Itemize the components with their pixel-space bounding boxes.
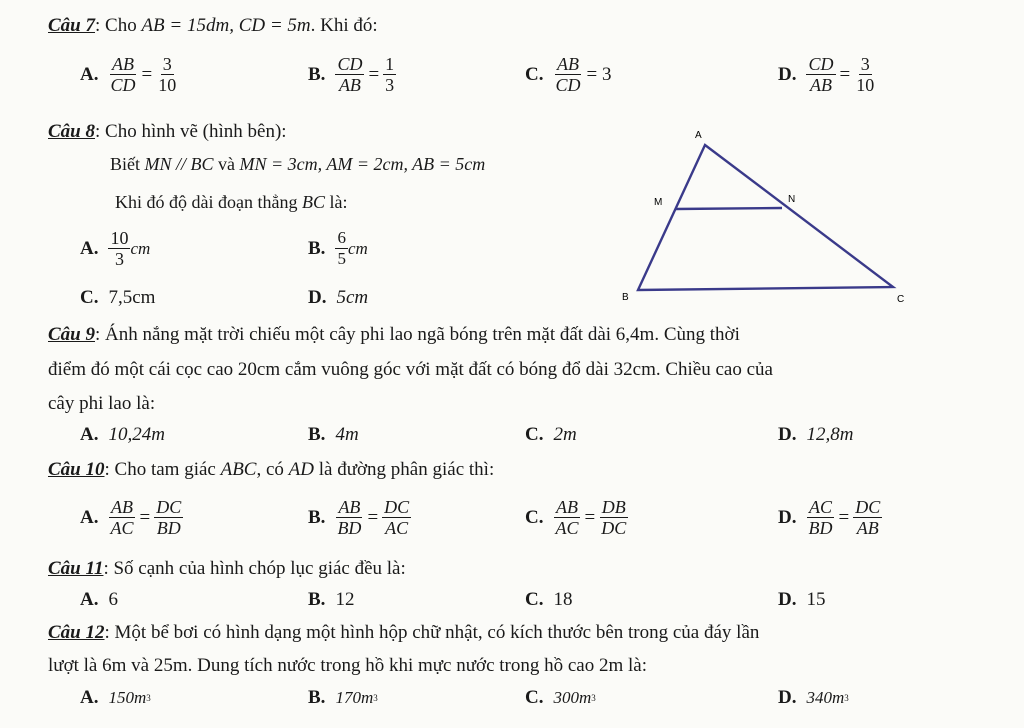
fraction: $\frac{CD}{AB}$ <box>337 54 363 95</box>
operator: = <box>367 506 379 528</box>
q12-stem-line2: lượt là 6m và 25m. Dung tích nước trong hồ khi mực nước trong hồ cao 2m là: <box>48 655 648 676</box>
triangle-abc <box>638 145 893 290</box>
q9-stem-line1: Câu 9: Ánh nắng mặt trời chiếu một cây phi lao ngã bóng trên mặt đất dài 6,4m. Cùng thời <box>48 324 740 345</box>
fraction: $\frac{AB}{AC}$ <box>110 497 134 538</box>
option-letter: D. <box>778 63 797 85</box>
vertex-c-label: C <box>897 294 905 305</box>
q12-label: Câu 12 <box>48 622 105 643</box>
q10-option-b[interactable] <box>308 497 411 538</box>
q9-stem-line2: điểm đó một cái cọc cao 20cm cắm vuông góc với mặt đất có bóng đổ dài 32cm. Chiều cao của <box>48 359 773 380</box>
q10-stem: Câu 10: Cho tam giác ABC, có AD là đường phân giác thì: <box>48 459 495 480</box>
fraction: $\frac{DC}{AB}$ <box>855 497 881 538</box>
option-letter: C. <box>525 589 544 610</box>
fraction: $\frac{3}{10}$ <box>856 54 875 95</box>
vertex-a-label: A <box>695 130 702 141</box>
option-letter: C. <box>525 506 544 528</box>
q12-option-a[interactable] <box>80 687 151 709</box>
operator: = <box>141 63 153 85</box>
fraction: $\frac{AB}{CD}$ <box>110 54 136 95</box>
fraction: $\frac{AB}{AC}$ <box>555 497 579 538</box>
fraction: $\frac{CD}{AB}$ <box>808 54 834 95</box>
q8-given: Biết MN // BC và MN = 3cm, AM = 2cm, AB = 5cm <box>110 154 486 174</box>
option-text: 340m <box>806 688 845 707</box>
option-text: 7,5cm <box>108 287 156 308</box>
option-text: 5cm <box>336 287 369 308</box>
option-text: 15 <box>806 589 826 610</box>
q11-stem: Câu 11: Số cạnh của hình chóp lục giác đều là: <box>48 558 406 579</box>
option-letter: D. <box>778 687 797 708</box>
option-text: 4m <box>335 424 359 445</box>
segment-mn <box>675 208 782 209</box>
q9-option-a[interactable] <box>80 424 165 446</box>
option-text: 300m <box>553 688 592 707</box>
option-letter: D. <box>308 287 327 308</box>
q11-option-a[interactable] <box>80 589 118 611</box>
q7-given: AB = 15dm, CD = 5m <box>141 15 311 36</box>
fraction: $\frac{DC}{AC}$ <box>384 497 410 538</box>
option-letter: B. <box>308 589 326 610</box>
superscript: 3 <box>844 693 849 703</box>
q8-stem <box>48 120 287 144</box>
q10-option-d[interactable] <box>778 497 882 538</box>
q12-stem-line1: Câu 12: Một bể bơi có hình dạng một hình hộp chữ nhật, có kích thước bên trong của đáy lần <box>48 622 760 643</box>
q9-option-b[interactable] <box>308 424 359 446</box>
q8-question: Khi đó độ dài đoạn thẳng BC là: <box>115 192 348 212</box>
q11-label: Câu 11 <box>48 558 104 579</box>
q7-tail: . Khi đó: <box>310 15 378 36</box>
vertex-m-label: M <box>654 197 663 208</box>
q11-option-d[interactable] <box>778 589 825 611</box>
q8-option-d[interactable] <box>308 287 368 309</box>
q9-stem-line3: cây phi lao là: <box>48 393 156 414</box>
fraction: $\frac{AC}{BD}$ <box>808 497 833 538</box>
unit: cm <box>347 238 368 258</box>
option-text: 12 <box>335 589 355 610</box>
q7-option-d[interactable] <box>778 54 876 95</box>
option-letter: B. <box>308 687 326 708</box>
option-text: 150m <box>108 688 147 707</box>
q10-option-a[interactable] <box>80 497 183 538</box>
fraction: $\frac{10}{3}$ <box>110 228 129 269</box>
option-letter: C. <box>525 424 544 445</box>
q8-option-b[interactable] <box>308 228 368 269</box>
option-letter: B. <box>308 237 326 259</box>
q8-intro: : Cho hình vẽ (hình bên): <box>95 121 287 142</box>
rhs: = 3 <box>586 63 612 85</box>
operator: = <box>584 506 596 528</box>
q8-label: Câu 8 <box>48 121 95 142</box>
q7-label: Câu 7 <box>48 15 95 36</box>
unit: cm <box>130 238 151 258</box>
fraction: $\frac{3}{10}$ <box>158 54 177 95</box>
option-text: 6 <box>108 589 118 610</box>
superscript: 3 <box>146 693 151 703</box>
q7-option-b[interactable] <box>308 54 396 95</box>
fraction: $\frac{6}{5}$ <box>337 228 346 268</box>
q9-option-c[interactable] <box>525 424 577 446</box>
fraction: $\frac{AB}{CD}$ <box>555 54 581 95</box>
fraction: $\frac{DC}{BD}$ <box>156 497 182 538</box>
q9-option-d[interactable] <box>778 424 853 446</box>
superscript: 3 <box>373 693 378 703</box>
option-letter: A. <box>80 237 99 259</box>
option-letter: B. <box>308 424 326 445</box>
option-letter: A. <box>80 424 99 445</box>
option-letter: A. <box>80 687 99 708</box>
q7-intro: : Cho <box>95 15 142 36</box>
q12-option-c[interactable] <box>525 687 596 709</box>
option-text: 12,8m <box>806 424 854 445</box>
vertex-n-label: N <box>788 194 796 205</box>
q7-option-a[interactable] <box>80 54 178 95</box>
q9-label: Câu 9 <box>48 324 95 345</box>
q11-option-c[interactable] <box>525 589 572 611</box>
option-text: 2m <box>553 424 577 445</box>
option-letter: D. <box>778 589 797 610</box>
q12-option-b[interactable] <box>308 687 378 709</box>
operator: = <box>139 506 151 528</box>
operator: = <box>839 63 851 85</box>
fraction: $\frac{1}{3}$ <box>385 54 395 95</box>
q10-label: Câu 10 <box>48 459 105 480</box>
fraction: $\frac{AB}{BD}$ <box>337 497 362 538</box>
option-letter: C. <box>525 63 544 85</box>
option-letter: A. <box>80 506 99 528</box>
option-text: 18 <box>553 589 573 610</box>
q11-option-b[interactable] <box>308 589 354 611</box>
q10-option-c[interactable] <box>525 497 628 538</box>
fraction: $\frac{DB}{DC}$ <box>601 497 627 538</box>
triangle-figure <box>610 122 920 312</box>
vertex-b-label: B <box>622 292 629 303</box>
option-letter: D. <box>778 424 797 445</box>
q8-option-a[interactable] <box>80 228 150 269</box>
q8-option-c[interactable] <box>80 287 155 309</box>
option-text: 170m <box>335 688 374 707</box>
q7-option-c[interactable] <box>525 54 615 95</box>
superscript: 3 <box>591 693 596 703</box>
option-letter: B. <box>308 506 326 528</box>
option-letter: C. <box>525 687 544 708</box>
option-letter: C. <box>80 287 99 308</box>
q12-option-d[interactable] <box>778 687 849 709</box>
option-letter: B. <box>308 63 326 85</box>
option-text: 10,24m <box>108 424 165 445</box>
option-letter: D. <box>778 506 797 528</box>
option-letter: A. <box>80 589 99 610</box>
option-letter: A. <box>80 63 99 85</box>
q7-stem <box>48 14 378 38</box>
operator: = <box>368 63 380 85</box>
operator: = <box>838 506 850 528</box>
